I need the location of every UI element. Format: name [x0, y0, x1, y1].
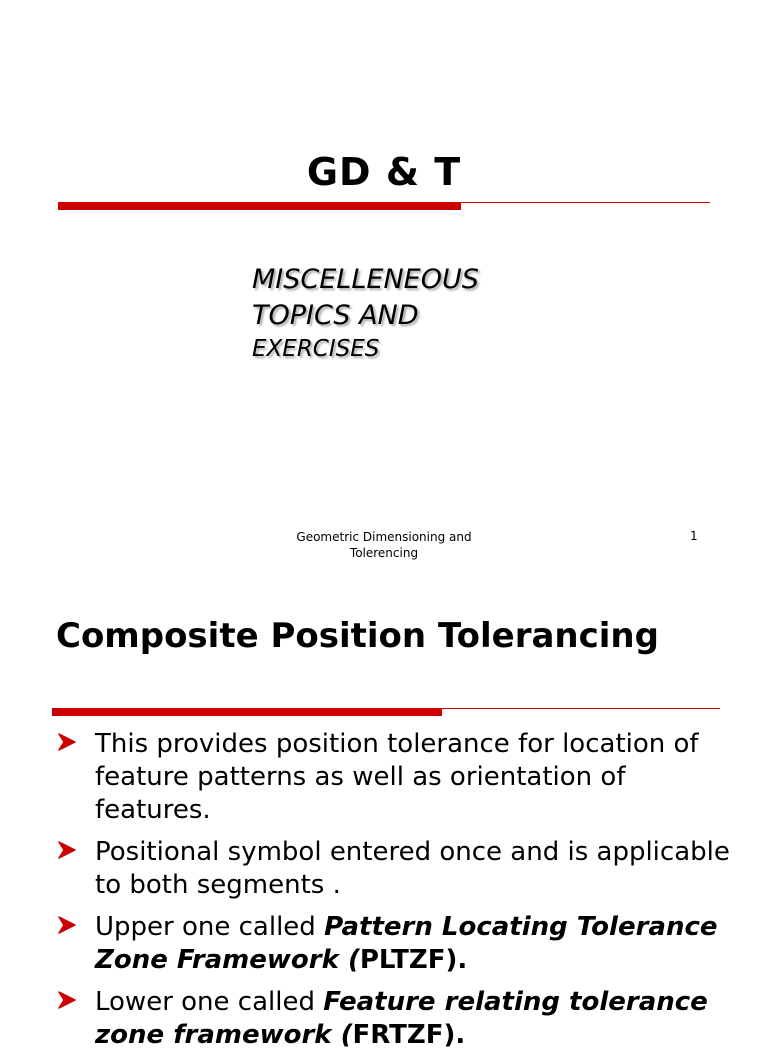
list-item — [56, 911, 736, 977]
bullet-emphasis: Feature relating tolerance zone framework ( — [95, 987, 708, 1050]
slide-title: GD & T — [306, 150, 462, 194]
bullet-text: Lower one called — [95, 987, 324, 1017]
title-rule-thin — [461, 202, 710, 203]
red-arrow-bullet-icon — [56, 989, 78, 1011]
red-arrow-bullet-icon — [56, 731, 78, 753]
title-rule-thick — [52, 708, 442, 716]
slide-title: Composite Position Tolerancing — [56, 616, 659, 656]
footer-line-2: Tolerencing — [349, 546, 419, 560]
slide-2 — [0, 580, 768, 1050]
title-rule-thick — [58, 202, 461, 210]
bullet-text: This provides position tolerance for location of feature patterns as well as orientation of features. — [95, 729, 699, 825]
title-rule-thin — [442, 708, 720, 709]
page-number: 1 — [690, 529, 698, 543]
slide-subtitle — [252, 262, 479, 364]
bullet-emphasis: Pattern Locating Tolerance Zone Framework ( — [95, 912, 718, 975]
red-arrow-bullet-icon — [56, 914, 78, 936]
list-item — [56, 836, 736, 902]
list-item — [56, 986, 736, 1052]
bullet-text: Upper one called — [95, 912, 325, 942]
bullet-text: Positional symbol entered once and is applicable to both segments . — [95, 837, 730, 900]
slide-footer — [274, 529, 494, 561]
subtitle-line-1: MISCELLENEOUS — [252, 264, 479, 295]
red-arrow-bullet-icon — [56, 839, 78, 861]
subtitle-line-3: EXERCISES — [252, 336, 380, 362]
footer-line-1: Geometric Dimensioning and — [296, 530, 472, 544]
bullet-abbreviation: PLTZF). — [359, 945, 468, 975]
bullet-abbreviation: FRTZF). — [352, 1020, 466, 1050]
subtitle-line-2: TOPICS AND — [252, 300, 419, 331]
list-item — [56, 728, 736, 827]
bullet-list — [56, 728, 736, 1061]
